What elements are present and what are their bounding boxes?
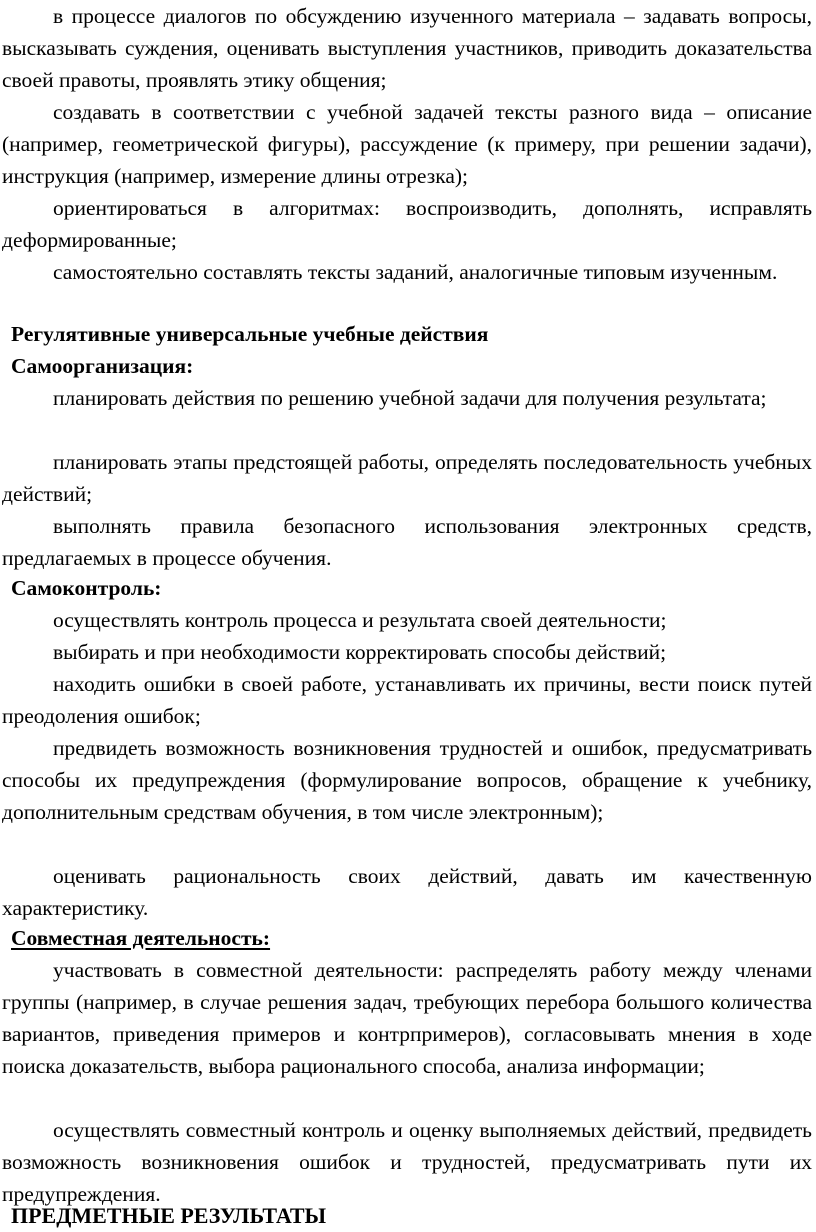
paragraph-evaluate-rationality: оценивать рациональность своих действий, давать им качественную характеристику. (2, 864, 812, 920)
paragraph-choose-methods: выбирать и при необходимости корректировать способы действий; (53, 640, 667, 664)
section-title-subject-results: ПРЕДМЕТНЫЕ РЕЗУЛЬТАТЫ (11, 1203, 327, 1228)
paragraph-participate-joint: участвовать в совместной деятельности: распределять работу между членами группы (например, в случае решения задач, требующих перебора большого количества вариантов, приведения примеров и контрпримеров), согласовывать мнения в ходе поиска доказательств, выбора рационального способа, анализа информации; (2, 958, 812, 1078)
paragraph-create-texts: создавать в соответствии с учебной задачей тексты разного вида – описание (например, геометрической фигуры), рассуждение (к примеру, при решении задачи), инструкция (например, измерение длины отрезка); (2, 100, 812, 188)
paragraph-foresee-difficulties: предвидеть возможность возникновения трудностей и ошибок, предусматривать способы их предупреждения (формулирование вопросов, обращение к учебнику, дополнительным средствам обучения, в том числе электронным); (2, 736, 812, 824)
heading-self-organization: Самоорганизация: (11, 354, 194, 378)
heading-regulatory-actions: Регулятивные универсальные учебные действия (11, 322, 489, 346)
heading-joint-activity-text: Совместная деятельность: (11, 926, 271, 950)
paragraph-compose-tasks: самостоятельно составлять тексты заданий, аналогичные типовым изученным. (53, 260, 778, 284)
paragraph-dialogue: в процессе диалогов по обсуждению изученного материала – задавать вопросы, высказывать суждения, оценивать выступления участников, приводить доказательства своей правоты, проявлять этику общения; (2, 4, 812, 92)
paragraph-plan-actions: планировать действия по решению учебной задачи для получения результата; (53, 386, 767, 410)
paragraph-find-errors: находить ошибки в своей работе, устанавливать их причины, вести поиск путей преодоления ошибок; (2, 672, 812, 728)
paragraph-safety-rules: выполнять правила безопасного использования электронных средств, предлагаемых в процессе обучения. (2, 514, 812, 570)
paragraph-algorithms: ориентироваться в алгоритмах: воспроизводить, дополнять, исправлять деформированные; (2, 196, 812, 252)
heading-self-control: Самоконтроль: (11, 576, 162, 600)
heading-joint-activity (11, 922, 270, 954)
paragraph-control-process: осуществлять контроль процесса и результата своей деятельности; (53, 608, 667, 632)
paragraph-joint-control: осуществлять совместный контроль и оценку выполняемых действий, предвидеть возможность возникновения ошибок и трудностей, предусматривать пути их предупреждения. (2, 1118, 812, 1206)
paragraph-plan-stages: планировать этапы предстоящей работы, определять последовательность учебных действий; (2, 450, 812, 506)
